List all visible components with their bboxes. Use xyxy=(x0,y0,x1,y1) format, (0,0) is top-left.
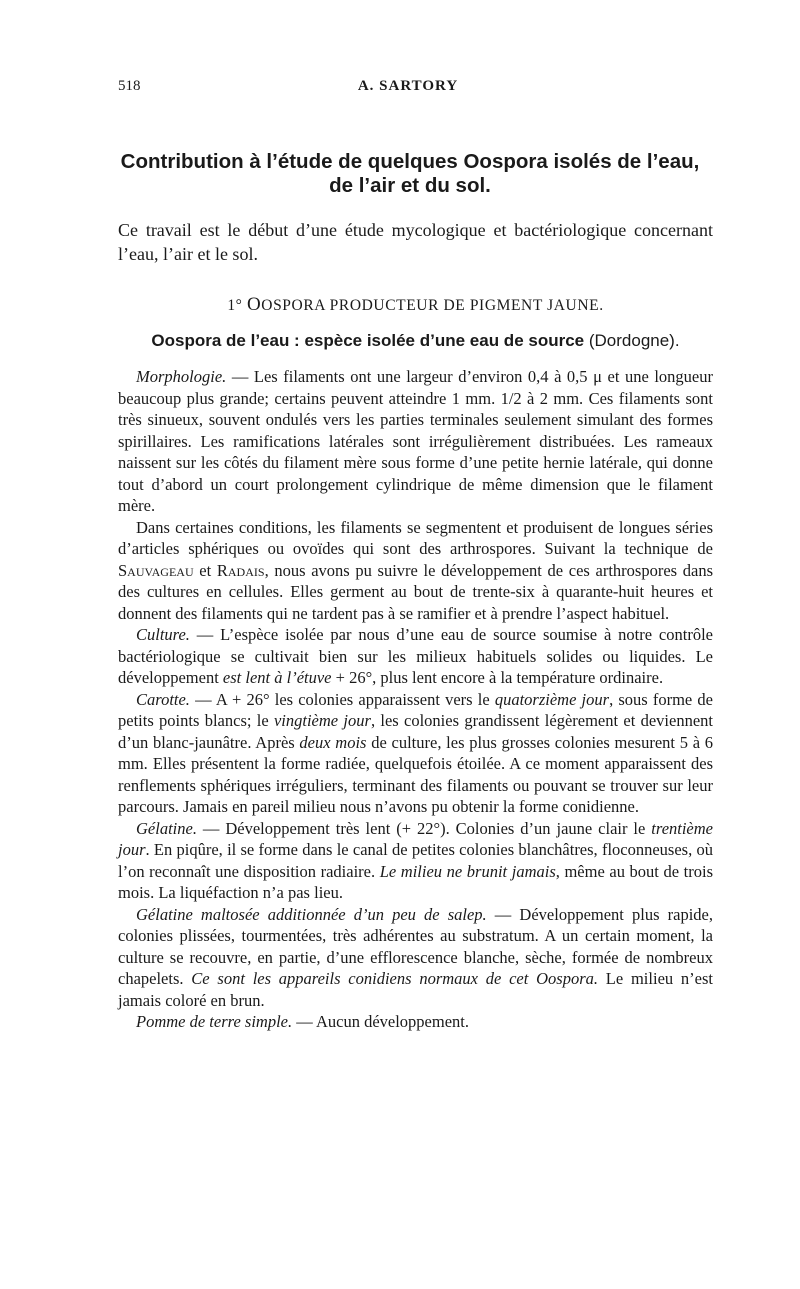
text-carotte-4: de culture, les plus grosses colonies mesurent 5 à 6 mm. Elles présentent la forme radiée, quelquefois étoilée. A ce moment apparaissent des renflements sphériques irréguliers, terminant des filaments ou pouvant se trouver sur leur parcours. Jamais en pareil milieu nous n’avons pu obtenir la forme conidienne. xyxy=(118,732,713,816)
running-head-author: A. SARTORY xyxy=(357,78,459,94)
text-arthro-3: , nous avons pu suivre le développement de ces arthrospores dans des cultures en cellules. Elles germent au bout de trente-six à quarante-huit heures et donnent des filaments qui ne tardent pas à se ramifier et à prendre l’aspect habituel. xyxy=(118,560,713,623)
text-culture-2: + 26°, plus lent encore à la température ordinaire. xyxy=(331,668,664,687)
italic-carotte-2: vingtième jour xyxy=(273,711,371,730)
italic-carotte-3: deux mois xyxy=(299,732,367,752)
text-carotte-3: , les colonies grandissent légèrement et deviennent d’un blanc-jaunâtre. Après xyxy=(118,711,714,752)
italic-carotte-1: quatorzième jour xyxy=(494,689,610,709)
text-arthro-1: Dans certaines conditions, les filaments se segmentent et produisent de longues séries d’articles sphériques ou ovoïdes qui sont des arthrospores. Suivant la technique de xyxy=(118,517,713,558)
section-rest: OSPORA PRODUCTEUR DE PIGMENT JAUNE. xyxy=(261,297,604,314)
body-text xyxy=(118,366,713,1033)
title-line-2: de l’air et du sol. xyxy=(329,174,491,197)
text-gelatine-3: , même au bout de trois mois. La liquéfaction n’a pas lieu. xyxy=(118,861,713,902)
title-line-1: Contribution à l’étude de quelques Oospora isolés de l’eau, xyxy=(120,150,700,173)
italic-maltosee: Ce sont les appareils conidiens normaux de cet Oospora. xyxy=(191,969,599,988)
page-number: 518 xyxy=(118,78,141,94)
subsection-heading xyxy=(118,331,713,351)
paragraph-arthrospores xyxy=(118,517,713,625)
subsection-bold: Oospora de l’eau : espèce isolée d’une eau de source xyxy=(151,331,585,350)
text-morphologie: — Les filaments ont une largeur d’environ 0,4 à 0,5 μ et une longueur beaucoup plus grande; certains peuvent atteindre 1 mm. 1/2 à 2 mm. Ces filaments sont très sinueux, souvent ondulés vers les parties terminales seulement simulant des formes spirillaires. Les ramifications latérales sont irrégulièrement distribuées. Les rameaux naissent sur les côtés du filament mère sous forme d’une petite hernie latérale, qui donne tout d’abord un court prolongement cylindrique de même dimension que le filament mère. xyxy=(118,367,713,515)
text-carotte-2: , sous forme de petits points blancs; le xyxy=(118,689,713,730)
paragraph-morphologie xyxy=(118,366,713,517)
text-maltosee-1: — Développement plus rapide, colonies plissées, tourmentées, très adhérentes au substratum. A un certain moment, la culture se recouvre, en partie, d’une efflorescence blanche, sèche, formée de nombreux chapelets. xyxy=(118,904,713,988)
section-number: 1° xyxy=(227,297,243,314)
text-gelatine-2: . En piqûre, il se forme dans le canal de petites colonies blanchâtres, floconneuses, où l’on reconnaît une disposition radiaire. xyxy=(118,840,713,881)
text-carotte-1: — A + 26° les colonies apparaissent vers le xyxy=(189,689,495,709)
lead-pomme-de-terre: Pomme de terre simple. xyxy=(136,1012,293,1031)
subsection-normal: (Dordogne). xyxy=(588,331,680,350)
lead-morphologie: Morphologie. xyxy=(136,367,227,386)
paragraph-gelatine-maltosee xyxy=(118,904,713,1012)
italic-gelatine-1: trentième jour xyxy=(118,818,713,859)
text-arthro-2: et xyxy=(193,560,217,580)
lead-culture: Culture. xyxy=(136,625,190,644)
text-culture-1: — L’espèce isolée par nous d’une eau de source soumise à notre contrôle bactériologique se cultivait bien sur les milieux habituels solides ou liquides. Le développement xyxy=(118,625,713,687)
lead-gelatine: Gélatine. xyxy=(136,818,197,838)
text-pomme-de-terre: — Aucun développement. xyxy=(292,1012,469,1031)
text-gelatine-1: — Développement très lent (+ 22°). Colonies d’un jaune clair le xyxy=(196,818,652,838)
intro-paragraph: Ce travail est le début d’une étude mycologique et bactériologique concernant l’eau, l’air et le sol. xyxy=(118,220,713,264)
running-head xyxy=(118,78,698,98)
section-initial: O xyxy=(246,294,262,315)
italic-gelatine-2: Le milieu ne brunit jamais xyxy=(379,861,556,881)
name-sauvageau: Sauvageau xyxy=(118,560,194,580)
paragraph-pomme-de-terre xyxy=(118,1011,713,1033)
paragraph-gelatine xyxy=(118,818,713,904)
paragraph-carotte xyxy=(118,689,713,818)
text-maltosee-2: Le milieu n’est jamais coloré en brun. xyxy=(118,969,713,1010)
paragraph-culture xyxy=(118,624,713,689)
section-heading xyxy=(118,294,713,316)
article-title xyxy=(110,150,710,198)
italic-culture: est lent à l’étuve xyxy=(222,668,332,687)
lead-carotte: Carotte. xyxy=(136,689,190,709)
lead-gelatine-maltosee: Gélatine maltosée additionnée d’un peu de salep. xyxy=(136,904,487,924)
name-radais: Radais xyxy=(216,560,265,580)
